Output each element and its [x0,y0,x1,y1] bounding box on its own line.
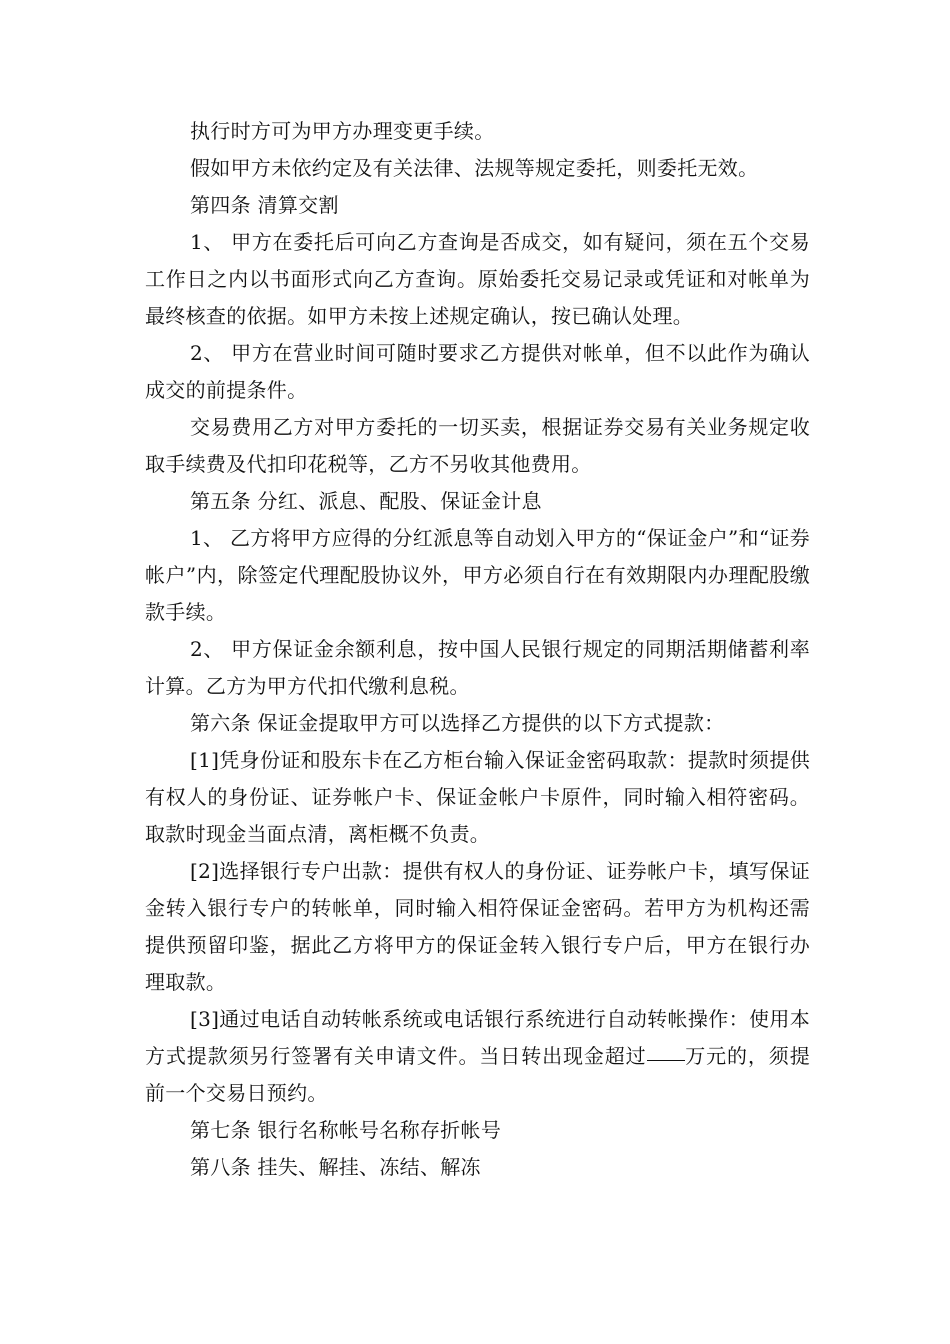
paragraph-text: [3]通过电话自动转帐系统或电话银行系统进行自动转帐操作：使用本方式提款须另行签署有关申请文件。当日转出现金超过 [145,1007,810,1068]
paragraph: 1、 乙方将甲方应得的分红派息等自动划入甲方的“保证金户”和“证券帐户”内，除签定代理配股协议外，甲方必须自行在有效期限内办理配股缴款手续。 [145,526,810,624]
article-heading-5: 第五条 分红、派息、配股、保证金计息 [190,489,542,513]
article-heading-6: 第六条 保证金提取甲方可以选择乙方提供的以下方式提款： [190,711,725,735]
article-heading-8: 第八条 挂失、解挂、冻结、解冻 [190,1155,481,1179]
document-body [145,113,810,1186]
fill-in-blank [647,1059,685,1061]
article-heading-4: 第四条 清算交割 [190,193,339,217]
paragraph-text: 万元的，须提前一个交易日预约。 [145,1044,810,1105]
paragraph: 交易费用乙方对甲方委托的一切买卖，根据证券交易有关业务规定收取手续费及代扣印花税等，乙方不另收其他费用。 [145,415,810,476]
paragraph: 2、 甲方保证金余额利息，按中国人民银行规定的同期活期储蓄利率计算。乙方为甲方代扣代缴利息税。 [145,637,810,698]
paragraph: [1]凭身份证和股东卡在乙方柜台输入保证金密码取款：提款时须提供有权人的身份证、证券帐户卡、保证金帐户卡原件，同时输入相符密码。取款时现金当面点清，离柜概不负责。 [145,748,810,846]
paragraph [145,1001,810,1112]
paragraph: 执行时方可为甲方办理变更手续。 [190,119,495,143]
paragraph: [2]选择银行专户出款：提供有权人的身份证、证券帐户卡，填写保证金转入银行专户的转帐单，同时输入相符保证金密码。若甲方为机构还需提供预留印鉴，据此乙方将甲方的保证金转入银行专户后，甲方在银行办理取款。 [145,859,810,994]
paragraph: 1、 甲方在委托后可向乙方查询是否成交，如有疑问，须在五个交易工作日之内以书面形式向乙方查询。原始委托交易记录或凭证和对帐单为最终核查的依据。如甲方未按上述规定确认，按已确认处理。 [145,230,810,328]
article-heading-7: 第七条 银行名称帐号名称存折帐号 [190,1118,502,1142]
paragraph: 2、 甲方在营业时间可随时要求乙方提供对帐单，但不以此作为确认成交的前提条件。 [145,341,810,402]
paragraph: 假如甲方未依约定及有关法律、法规等规定委托，则委托无效。 [190,156,759,180]
